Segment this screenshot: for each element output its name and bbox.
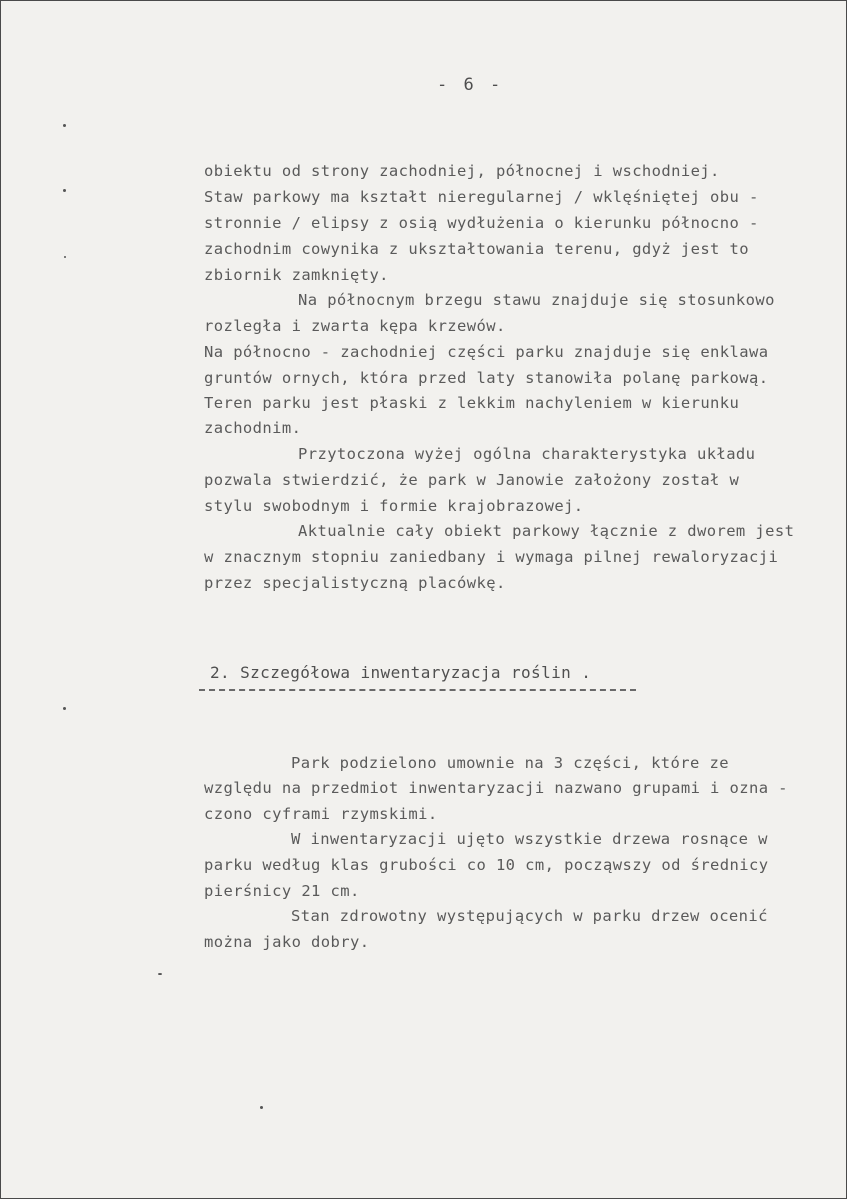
text-line: względu na przedmiot inwentaryzacji nazwano grupami i ozna - [204, 779, 788, 797]
text-line: zachodnim. [204, 419, 302, 437]
text-line: gruntów ornych, która przed laty stanowiła polanę parkową. [204, 369, 769, 387]
scan-speck [63, 124, 66, 127]
text-line: stronnie / elipsy z osią wydłużenia o kierunku północno - [204, 214, 759, 232]
text-line: zbiornik zamknięty. [204, 266, 389, 284]
scan-speck [64, 256, 66, 258]
text-line: pozwala stwierdzić, że park w Janowie założony został w [204, 471, 740, 489]
scan-speck [260, 1106, 263, 1109]
text-line: parku według klas grubości co 10 cm, począwszy od średnicy [204, 856, 769, 874]
text-line: W inwentaryzacji ujęto wszystkie drzewa rosnące w [291, 830, 768, 848]
page-number: - 6 - [437, 75, 504, 95]
document-page [1, 1, 846, 1198]
text-line: Aktualnie cały obiekt parkowy łącznie z dworem jest [298, 522, 795, 540]
text-line: Na północno - zachodniej części parku znajduje się enklawa [204, 343, 769, 361]
text-line: Stan zdrowotny występujących w parku drzew ocenić [291, 907, 768, 925]
text-line: rozległa i zwarta kępa krzewów. [204, 317, 506, 335]
text-line: Park podzielono umownie na 3 części, które ze [291, 754, 729, 772]
scan-speck [158, 973, 162, 975]
scan-speck [63, 189, 66, 192]
text-line: Przytoczona wyżej ogólna charakterystyka układu [298, 445, 756, 463]
text-line: przez specjalistyczną placówkę. [204, 574, 506, 592]
text-line: w znacznym stopniu zaniedbany i wymaga pilnej rewaloryzacji [204, 548, 779, 566]
text-line: czono cyframi rzymskimi. [204, 805, 438, 823]
text-line: Na północnym brzegu stawu znajduje się stosunkowo [298, 291, 775, 309]
text-line: Staw parkowy ma kształt nieregularnej / wklęśniętej obu - [204, 188, 759, 206]
text-line: Teren parku jest płaski z lekkim nachyleniem w kierunku [204, 394, 740, 412]
text-line: stylu swobodnym i formie krajobrazowej. [204, 497, 584, 515]
text-line: można jako dobry. [204, 933, 370, 951]
text-line: pierśnicy 21 cm. [204, 882, 360, 900]
scan-speck [63, 707, 66, 710]
heading-underline [199, 689, 636, 691]
text-line: zachodnim cowynika z ukształtowania terenu, gdyż jest to [204, 240, 749, 258]
text-line: obiektu od strony zachodniej, północnej i wschodniej. [204, 162, 720, 180]
section-heading: 2. Szczegółowa inwentaryzacja roślin . [210, 663, 592, 682]
